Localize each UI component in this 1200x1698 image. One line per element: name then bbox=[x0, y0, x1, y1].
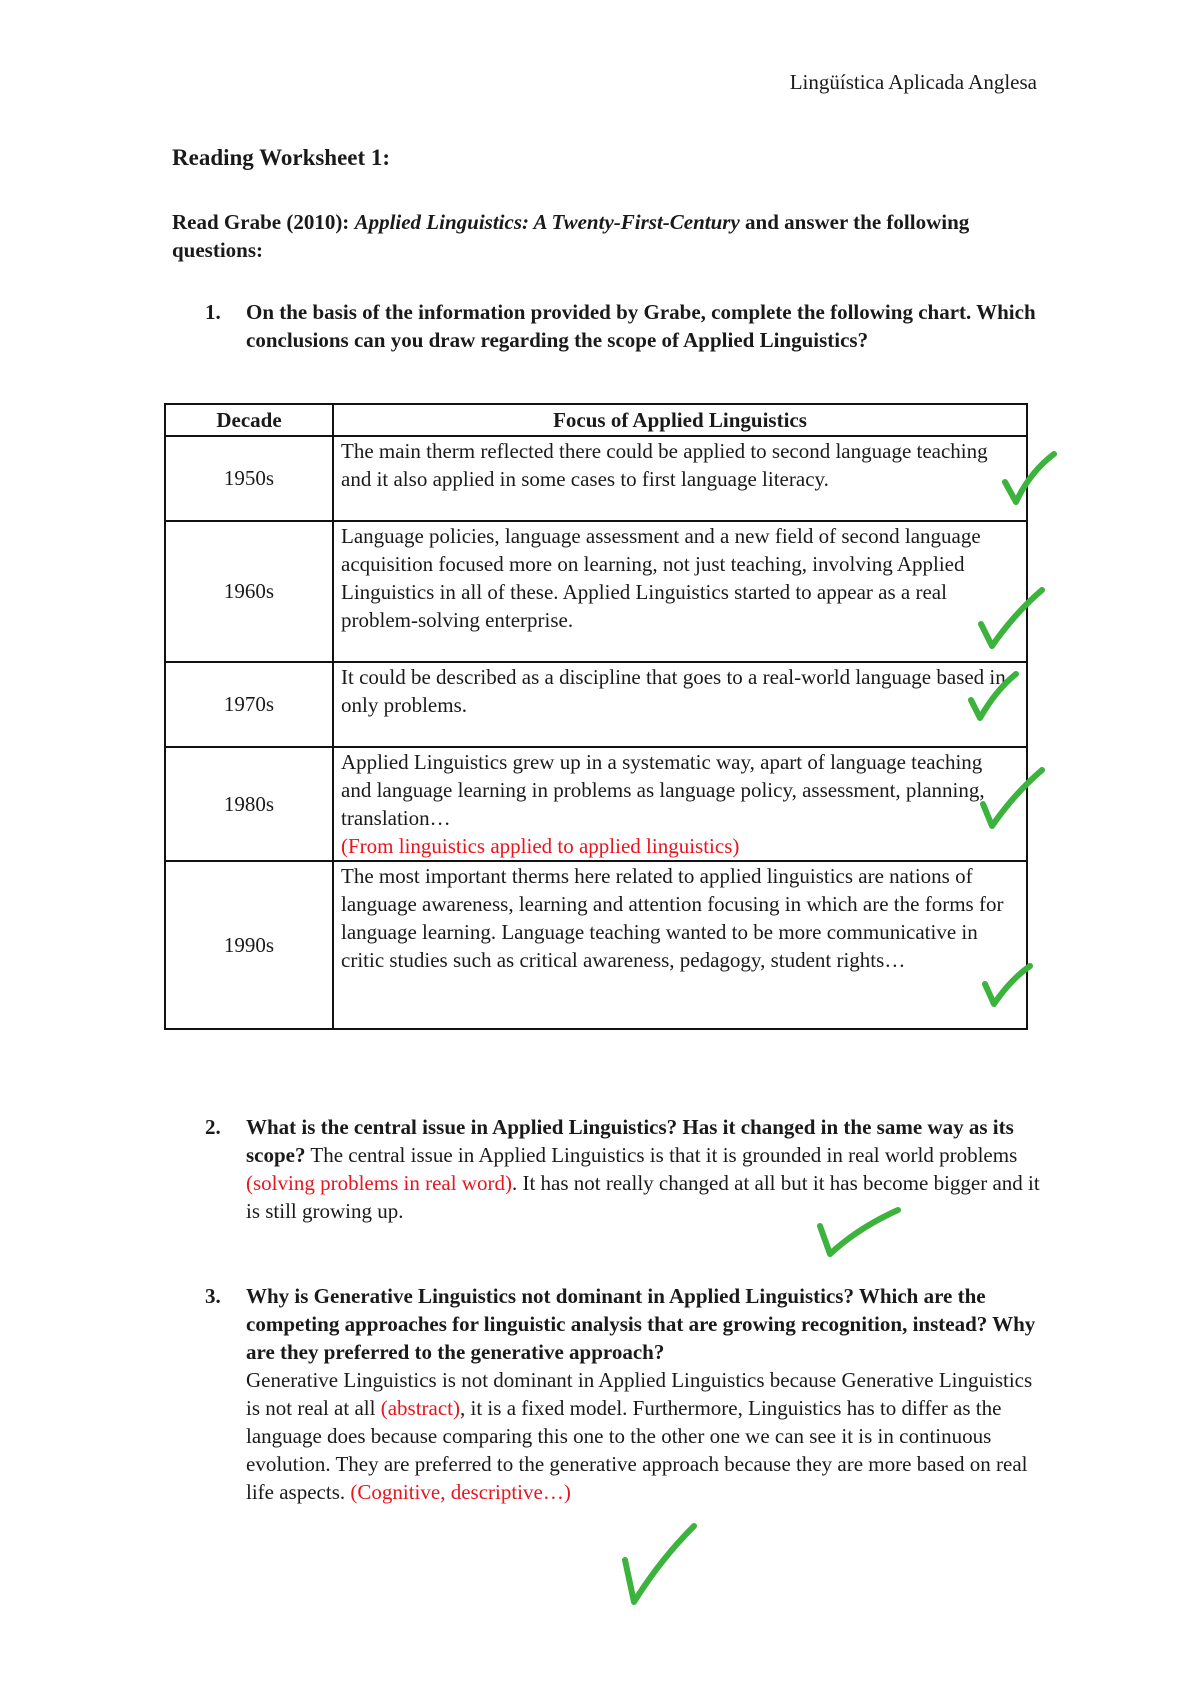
course-header: Lingüística Aplicada Anglesa bbox=[789, 70, 1037, 94]
instructions bbox=[172, 208, 1032, 264]
focus-text: It could be described as a discipline that goes to a real-world language based in only problems. bbox=[341, 665, 1006, 717]
instructions-prefix: Read Grabe (2010): bbox=[172, 210, 355, 234]
focus-text: The main therm reflected there could be applied to second language teaching and it also applied in some cases to first language literacy. bbox=[341, 439, 988, 491]
correction-note: (Cognitive, descriptive…) bbox=[350, 1480, 571, 1504]
checkmark-icon bbox=[980, 960, 1036, 1010]
table-header-row bbox=[165, 404, 1027, 436]
decade-cell: 1950s bbox=[165, 436, 333, 521]
decade-cell: 1990s bbox=[165, 861, 333, 1029]
question-2 bbox=[172, 1113, 1042, 1225]
question-3 bbox=[172, 1282, 1042, 1506]
decade-chart bbox=[164, 403, 1028, 1030]
focus-text: The most important therms here related to applied linguistics are nations of language awareness, learning and attention focusing in which are the forms for language learning. Language teaching wanted to be more communicative in critic studies such as critical awareness, pedagogy, student rights… bbox=[341, 864, 1004, 972]
focus-cell bbox=[333, 747, 1027, 861]
table-row bbox=[165, 521, 1027, 662]
answer-text: Generative Linguistics is not dominant in Applied Linguistics because Generative Linguistics is not real at all bbox=[246, 1368, 1033, 1420]
checkmark-icon bbox=[978, 764, 1048, 832]
question-number: 2. bbox=[205, 1115, 221, 1139]
answer-text: , it is a fixed model. Furthermore, Linguistics has to differ as the language does because comparing this one to the other one we can see it is in continuous evolution. They are preferred to the generative approach because they are more based on real life aspects. bbox=[246, 1396, 1028, 1504]
checkmark-icon bbox=[1000, 448, 1060, 510]
column-header-decade: Decade bbox=[165, 404, 333, 436]
answer-text: . It has not really changed at all but it has become bigger and it is still growing up. bbox=[246, 1171, 1040, 1223]
focus-text: Language policies, language assessment and a new field of second language acquisition focused more on learning, not just teaching, involving Applied Linguistics in all of these. Applied Linguistics started to appear as a real problem-solving enterprise. bbox=[341, 524, 981, 632]
worksheet-title: Reading Worksheet 1: bbox=[172, 145, 391, 170]
focus-text: Applied Linguistics grew up in a systematic way, apart of language teaching and language learning in problems as language policy, assessment, planning, translation… bbox=[341, 750, 985, 830]
book-title: Applied Linguistics: A Twenty-First-Century bbox=[354, 210, 740, 234]
checkmark-icon bbox=[976, 584, 1048, 652]
answer-text: The central issue in Applied Linguistics is that it is grounded in real world problems bbox=[305, 1143, 1018, 1167]
checkmark-icon bbox=[966, 668, 1022, 724]
decade-cell: 1980s bbox=[165, 747, 333, 861]
table-row bbox=[165, 662, 1027, 747]
focus-cell bbox=[333, 436, 1027, 521]
focus-cell bbox=[333, 662, 1027, 747]
table-row bbox=[165, 436, 1027, 521]
question-number: 3. bbox=[205, 1284, 221, 1308]
correction-note: (solving problems in real word) bbox=[246, 1171, 512, 1195]
question-1 bbox=[172, 298, 1042, 354]
checkmark-icon bbox=[814, 1200, 904, 1260]
correction-note: (From linguistics applied to applied linguistics) bbox=[341, 834, 740, 858]
question-text: On the basis of the information provided by Grabe, complete the following chart. Which conclusions can you draw regarding the scope of Applied Linguistics? bbox=[246, 300, 1036, 352]
focus-cell bbox=[333, 861, 1027, 1029]
checkmark-icon bbox=[620, 1520, 700, 1608]
question-text: What is the central issue in Applied Linguistics? Has it changed in the same way as its scope? bbox=[246, 1115, 1014, 1167]
question-text: Why is Generative Linguistics not dominant in Applied Linguistics? Which are the competing approaches for linguistic analysis that are growing recognition, instead? Why are they preferred to the generative approach? bbox=[246, 1284, 1036, 1364]
focus-cell bbox=[333, 521, 1027, 662]
decade-cell: 1960s bbox=[165, 521, 333, 662]
correction-note: (abstract) bbox=[380, 1396, 461, 1420]
question-number: 1. bbox=[205, 300, 221, 324]
instructions-suffix: and answer the following questions: bbox=[172, 210, 970, 262]
table-row bbox=[165, 747, 1027, 861]
column-header-focus: Focus of Applied Linguistics bbox=[333, 404, 1027, 436]
decade-cell: 1970s bbox=[165, 662, 333, 747]
table-row bbox=[165, 861, 1027, 1029]
